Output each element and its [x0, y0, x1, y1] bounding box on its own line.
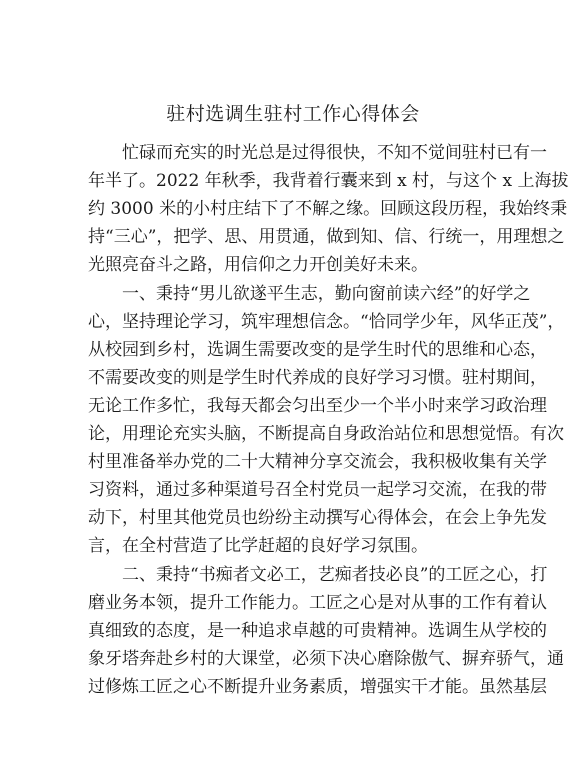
paragraph-2-line-2: 心，坚持理论学习，筑牢理想信念。“恰同学少年，风华正茂”， [88, 312, 565, 332]
paragraph-3-line-1: 二、秉持“书痴者文必工，艺痴者技必良”的工匠之心，打 [88, 565, 548, 585]
paragraph-1-line-1: 忙碌而充实的时光总是过得很快，不知不觉间驻村已有一 [88, 143, 547, 163]
paragraph-2-line-6: 论，用理论充实头脑，不断提高自身政治站位和思想觉悟。有次 [88, 424, 564, 444]
paragraph-3-line-3: 真细致的态度，是一种追求卓越的可贵精神。选调生从学校的 [88, 621, 547, 641]
paragraph-2-line-3: 从校园到乡村，选调生需要改变的是学生时代的思维和心态， [88, 340, 547, 360]
paragraph-1-line-2: 年半了。2022 年秋季，我背着行囊来到 x 村，与这个 x 上海拔 [88, 171, 569, 191]
paragraph-2-line-7: 村里准备举办党的二十大精神分享交流会，我积极收集有关学 [88, 452, 547, 472]
paragraph-2-line-5: 无论工作多忙，我每天都会匀出至少一个半小时来学习政治理 [88, 396, 547, 416]
paragraph-2-line-8: 习资料，通过多种渠道号召全村党员一起学习交流，在我的带 [88, 480, 547, 500]
paragraph-3-line-2: 磨业务本领，提升工作能力。工匠之心是对从事的工作有着认 [88, 593, 547, 613]
paragraph-1-line-4: 持“三心”，把学、思、用贯通，做到知、信、行统一，用理想之 [88, 227, 565, 247]
paragraph-2-line-9: 动下，村里其他党员也纷纷主动撰写心得体会，在会上争先发 [88, 508, 547, 528]
document-title: 驻村选调生驻村工作心得体会 [166, 103, 420, 125]
paragraph-3-line-5: 过修炼工匠之心不断提升业务素质，增强实干才能。虽然基层 [88, 677, 547, 697]
paragraph-3-line-4: 象牙塔奔赴乡村的大课堂，必须下决心磨除傲气、摒弃骄气，通 [88, 649, 564, 669]
paragraph-2-line-1: 一、秉持“男儿欲遂平生志，勤向窗前读六经”的好学之 [88, 284, 531, 304]
paragraph-2-line-4: 不需要改变的则是学生时代养成的良好学习习惯。驻村期间， [88, 368, 547, 388]
paragraph-2-line-10: 言，在全村营造了比学赶超的良好学习氛围。 [88, 536, 428, 556]
paragraph-1-line-3: 约 3000 米的小村庄结下了不解之缘。回顾这段历程，我始终秉 [88, 199, 568, 219]
paragraph-1-line-5: 光照亮奋斗之路，用信仰之力开创美好未来。 [88, 255, 428, 275]
